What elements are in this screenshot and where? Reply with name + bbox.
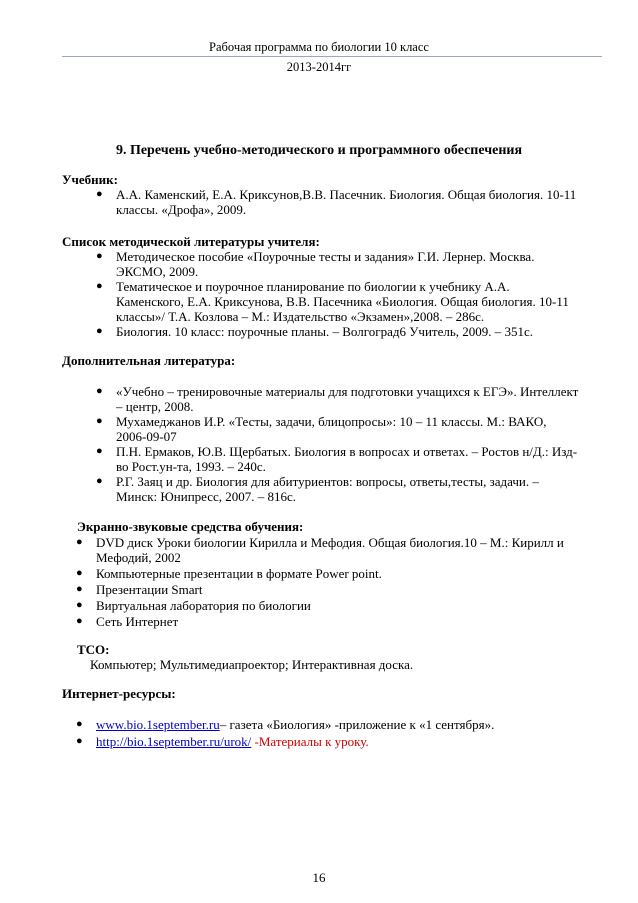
- page-number: 16: [312, 870, 326, 885]
- bullet-icon: ●: [96, 415, 103, 427]
- bullet-icon: ●: [76, 599, 83, 611]
- bullet-icon: ●: [96, 445, 103, 457]
- header-line1: Рабочая программа по биологии 10 класс: [209, 40, 429, 54]
- list-item-text: Мефодий, 2002: [96, 550, 181, 565]
- link-bio-1september[interactable]: www.bio.1september.ru: [96, 717, 220, 732]
- link-description: -Материалы к уроку.: [251, 734, 369, 749]
- bullet-icon: ●: [76, 567, 83, 579]
- bullet-icon: ●: [76, 536, 83, 548]
- av-heading: Экранно-звуковые средства обучения:: [77, 519, 304, 534]
- bullet-icon: ●: [96, 250, 103, 262]
- header-line2: 2013-2014гг: [286, 60, 352, 74]
- list-item-text: 2006-09-07: [116, 429, 177, 444]
- list-item-text: ЭКСМО, 2009.: [116, 264, 199, 279]
- link-description: – газета «Биология» -приложение к «1 сентября».: [219, 717, 495, 732]
- list-item-text: Методическое пособие «Поурочные тесты и задания» Г.И. Лернер. Москва.: [116, 249, 535, 264]
- teacher-lit-heading: Список методической литературы учителя:: [62, 234, 320, 249]
- list-item-text: классы»/ Т.А. Козлова – М.: Издательство «Экзамен»,2008. – 286с.: [116, 309, 485, 324]
- tso-text: Компьютер; Мультимедиапроектор; Интерактивная доска.: [90, 657, 414, 672]
- link-bio-urok[interactable]: http://bio.1september.ru/urok/: [96, 734, 252, 749]
- bullet-icon: ●: [76, 583, 83, 595]
- section-title: 9. Перечень учебно-методического и программного обеспечения: [115, 143, 523, 158]
- list-item-text: Тематическое и поурочное планирование по биологии к учебнику А.А.: [116, 279, 510, 294]
- internet-heading: Интернет-ресурсы:: [62, 686, 176, 701]
- list-item-text: Мухамеджанов И.Р. «Тесты, задачи, блицопросы»: 10 – 11 классы. М.: ВАКО,: [116, 414, 547, 429]
- bullet-icon: ●: [96, 188, 103, 200]
- tso-heading: ТСО:: [77, 642, 110, 657]
- bullet-icon: ●: [96, 280, 103, 292]
- list-item-text: во Рост.ун-та, 1993. – 240с.: [116, 459, 266, 474]
- textbook-heading: Учебник:: [62, 172, 118, 187]
- bullet-icon: ●: [96, 385, 103, 397]
- header-divider: [62, 56, 602, 57]
- list-item-text: Р.Г. Заяц и др. Биология для абитуриентов: вопросы, ответы,тесты, задачи. –: [116, 474, 539, 489]
- list-item-text: DVD диск Уроки биологии Кирилла и Мефодия. Общая биология.10 – М.: Кирилл и: [96, 535, 564, 550]
- list-item-text: Виртуальная лаборатория по биологии: [96, 598, 311, 613]
- bullet-icon: ●: [76, 615, 83, 627]
- list-item-text: классы. «Дрофа», 2009.: [116, 202, 247, 217]
- bullet-icon: ●: [96, 325, 103, 337]
- list-item-text: Презентации Smart: [96, 582, 203, 597]
- list-item-text: Биология. 10 класс: поурочные планы. – Волгоград6 Учитель, 2009. – 351с.: [116, 324, 534, 339]
- list-item-text: – центр, 2008.: [116, 399, 194, 414]
- list-item-text: Сеть Интернет: [96, 614, 179, 629]
- list-item-text: «Учебно – тренировочные материалы для подготовки учащихся к ЕГЭ». Интеллект: [116, 384, 579, 399]
- list-item-text: А.А. Каменский, Е.А. Криксунов,В.В. Пасечник. Биология. Общая биология. 10-11: [116, 187, 577, 202]
- bullet-icon: ●: [76, 718, 83, 730]
- bullet-icon: ●: [76, 735, 83, 747]
- list-item-text: Минск: Юнипресс, 2007. – 816с.: [116, 489, 297, 504]
- list-item-text: Компьютерные презентации в формате Power point.: [96, 566, 382, 581]
- extra-lit-heading: Дополнительная литература:: [62, 353, 236, 368]
- list-item-text: П.Н. Ермаков, Ю.В. Щербатых. Биология в вопросах и ответах. – Ростов н/Д.: Изд-: [116, 444, 578, 459]
- list-item-text: Каменского, Е.А. Криксунова, В.В. Пасечника «Биология. Общая биология. 10-11: [116, 294, 569, 309]
- bullet-icon: ●: [96, 475, 103, 487]
